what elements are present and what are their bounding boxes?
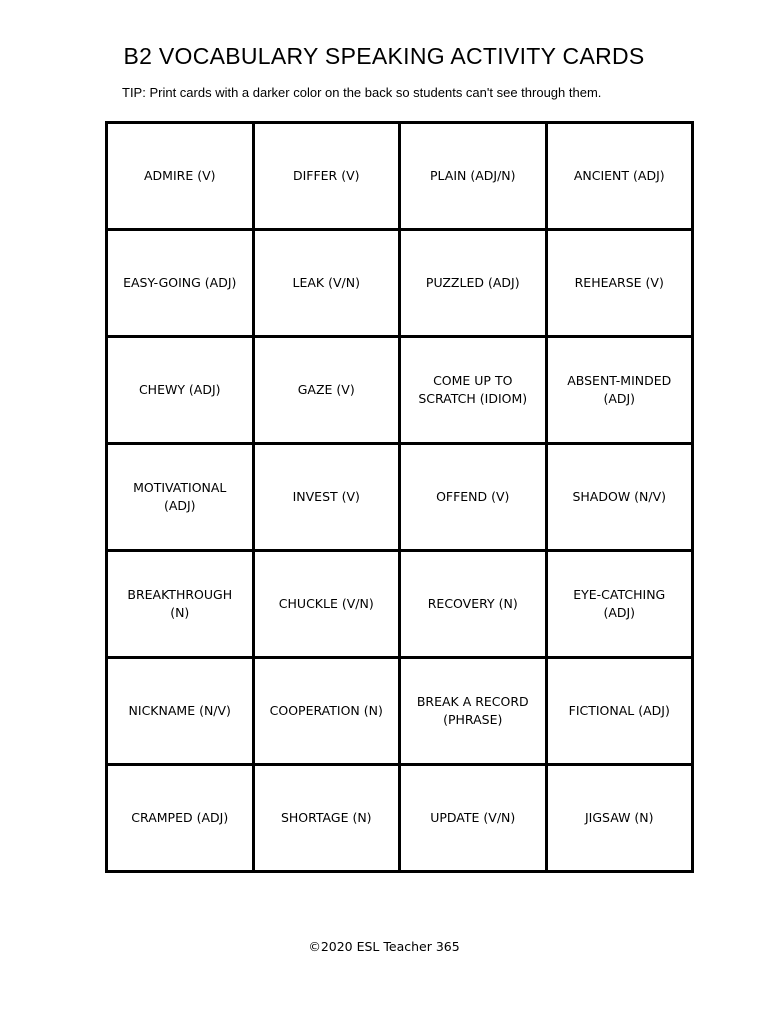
vocab-card [108,659,255,766]
tip-text: TIP: Print cards with a darker color on the back so students can't see through them. [122,85,602,100]
vocab-card [401,445,548,552]
vocab-card [255,124,402,231]
vocab-card [255,338,402,445]
vocab-card [255,552,402,659]
vocab-card [548,445,695,552]
card-label: ABSENT-MINDED (ADJ) [567,373,672,406]
card-label: FICTIONAL (ADJ) [568,703,670,718]
card-label: GAZE (V) [297,382,355,397]
vocab-card [548,231,695,338]
vocab-card [108,766,255,873]
card-label: PLAIN (ADJ/N) [429,168,516,183]
vocab-card [255,231,402,338]
vocab-card [401,659,548,766]
copyright-footer: ©2020 ESL Teacher 365 [308,939,460,954]
vocab-card [108,124,255,231]
vocab-card [401,124,548,231]
vocab-card [255,445,402,552]
vocab-card [108,338,255,445]
vocab-card [108,231,255,338]
card-grid [105,121,694,873]
card-label: COME UP TO SCRATCH (IDIOM) [418,373,528,406]
vocab-card [255,766,402,873]
vocab-card [401,766,548,873]
vocab-card [401,552,548,659]
vocab-card [548,659,695,766]
card-label: REHEARSE (V) [574,275,664,290]
card-label: SHORTAGE (N) [280,810,372,825]
page-title: B2 VOCABULARY SPEAKING ACTIVITY CARDS [123,43,645,69]
card-label: PUZZLED (ADJ) [425,275,520,290]
card-label: UPDATE (V/N) [430,810,516,825]
vocab-card [548,338,695,445]
card-label: CHUCKLE (V/N) [278,596,374,611]
card-label: CRAMPED (ADJ) [131,810,229,825]
vocab-card [108,445,255,552]
vocab-card [255,659,402,766]
card-label: LEAK (V/N) [292,275,360,290]
vocab-card [401,338,548,445]
card-label: RECOVERY (N) [427,596,518,611]
card-label: DIFFER (V) [292,168,360,183]
card-label: EASY-GOING (ADJ) [123,275,237,290]
card-label: INVEST (V) [292,489,360,504]
vocab-card [548,124,695,231]
card-label: EYE-CATCHING (ADJ) [573,587,666,620]
vocab-card [548,766,695,873]
card-label: BREAKTHROUGH (N) [127,587,233,620]
card-label: NICKNAME (N/V) [128,703,231,718]
vocab-card [108,552,255,659]
card-label: MOTIVATIONAL (ADJ) [133,480,227,513]
card-label: ANCIENT (ADJ) [573,168,665,183]
card-label: ADMIRE (V) [143,168,216,183]
card-label: CHEWY (ADJ) [138,382,221,397]
card-label: OFFEND (V) [436,489,510,504]
card-label: BREAK A RECORD (PHRASE) [416,694,529,727]
vocab-card [401,231,548,338]
card-label: SHADOW (N/V) [572,489,667,504]
card-label: COOPERATION (N) [269,703,383,718]
vocab-card [548,552,695,659]
card-label: JIGSAW (N) [584,810,654,825]
